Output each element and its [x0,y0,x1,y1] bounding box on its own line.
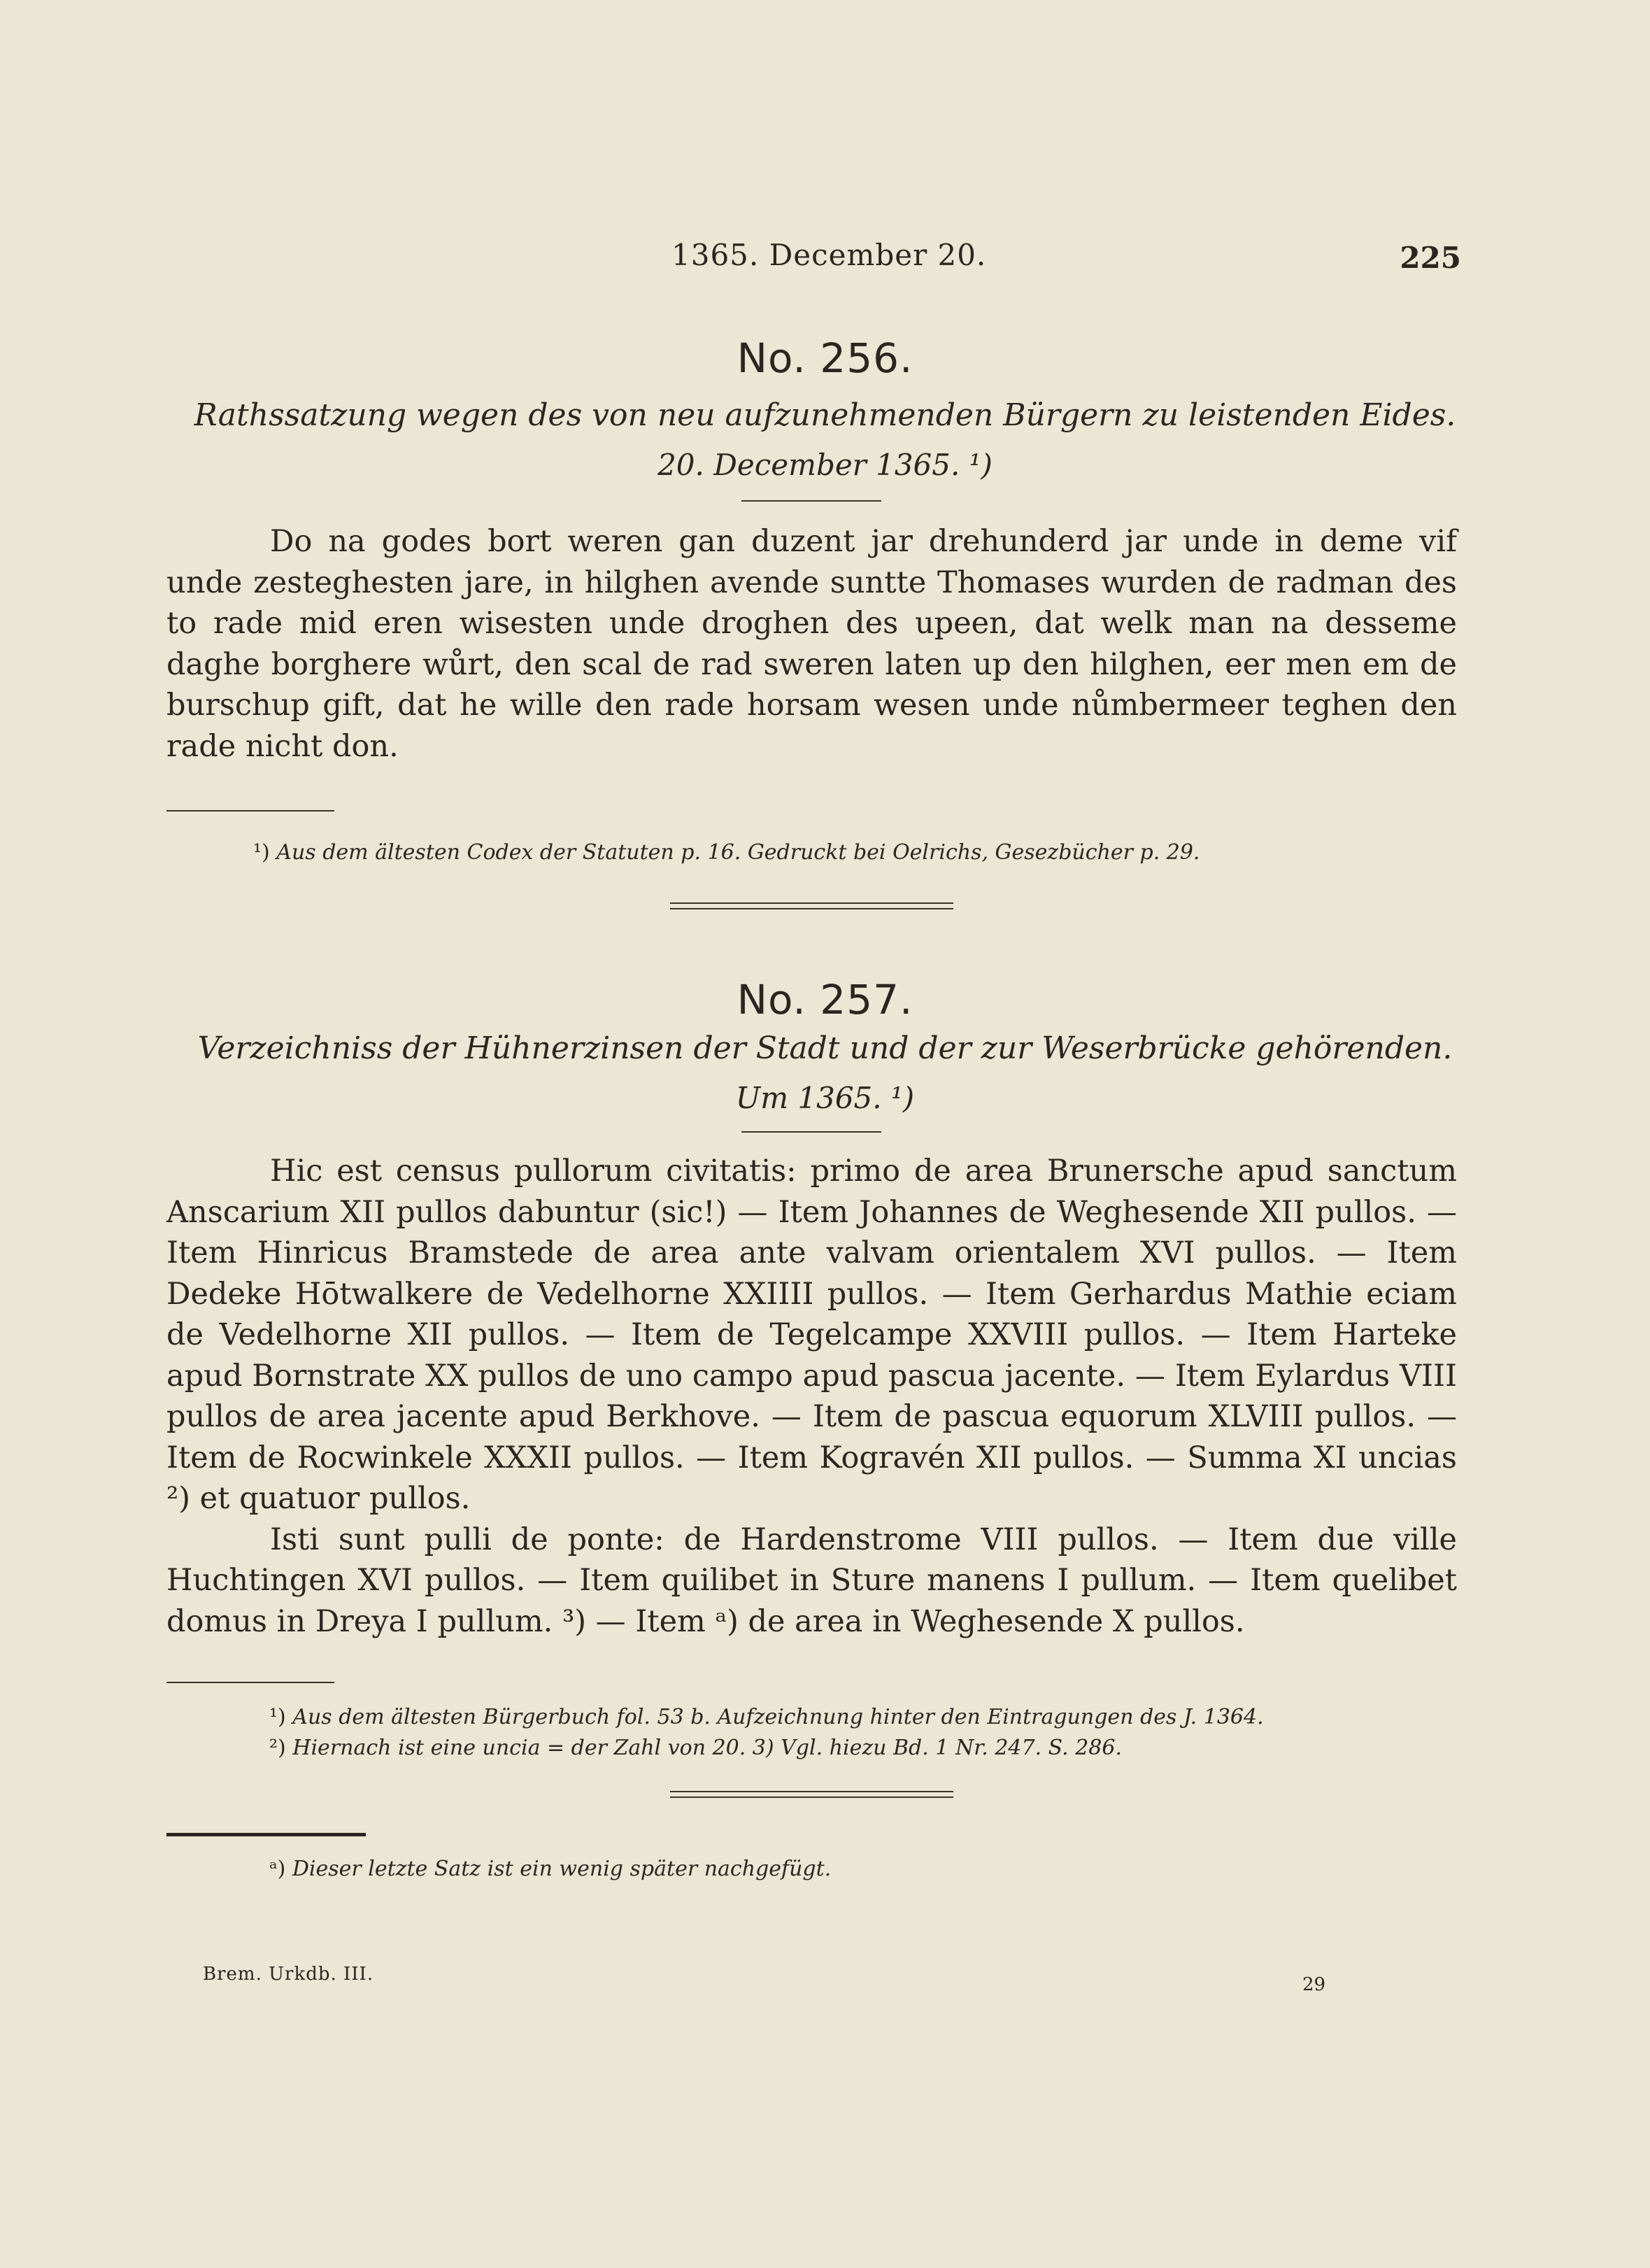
footnote-text: Aus dem ältesten Bürgerbuch fol. 53 b. Aufzeichnung hinter den Eintragungen des J. 1364. [292,1705,1264,1729]
section-divider [670,1791,953,1798]
footnote-mark: ¹) [253,840,270,865]
section-divider [670,902,953,909]
page-number: 225 [1400,241,1461,275]
footnote-1 [269,1702,1388,1733]
paragraph: Isti sunt pulli de ponte: de Hardenstrome VIII pullos. — Item due ville Huchtingen XVI pullos. — Item quilibet in Sture manens I pullum. — Item quelibet domus in Dreya I pullum. ³) — Item ᵃ) de area in Weghesende X pullos. [166,1522,1457,1639]
editorial-note-rule [166,1833,366,1836]
title-rule-257 [741,1131,881,1133]
footnote-2 [269,1733,1388,1764]
footnotes-256 [253,837,1372,868]
document-title-256: Rathssatzung wegen des von neu aufzunehmenden Bürgern zu leistenden Eides. [194,397,1456,433]
footnote-1 [253,837,1372,868]
document-date-257: Um 1365. ¹) [735,1081,915,1115]
footnotes-257 [269,1702,1388,1764]
footnote-rule-256 [166,810,334,811]
document-date-256: 20. December 1365. ¹) [657,448,993,482]
running-header [0,231,1650,287]
paragraph: Do na godes bort weren gan duzent jar drehunderd jar unde in deme vif unde zesteghesten jare, in hilghen avende suntte Thomases wurden de radman des to rade mid eren wisesten unde droghen des upeen, dat welk man na desseme daghe borghere wůrt, den scal de rad sweren laten up den hilghen, eer men em de burschup gift, dat he wille den rade horsam wesen unde nůmbermeer teghen den rade nicht don. [166,524,1457,764]
signature-mark: Brem. Urkdb. III. [203,1964,374,1985]
title-rule-256 [741,500,881,502]
footnote-mark: ²) [269,1736,286,1760]
footnote-mark: ¹) [269,1705,286,1729]
paragraph: Hic est census pullorum civitatis: primo de area Brunersche apud sanctum Anscarium XII pullos dabuntur (sic!) — Item Johannes de Weghesende XII pullos. — Item Hinricus Bramstede de area ante valvam orientalem XVI pullos. — Item Dedeke Hōtwalkere de Vedelhorne XXIIII pullos. — Item Gerhardus Mathie eciam de Vedelhorne XII pullos. — Item de Tegelcampe XXVIII pullos. — Item Harteke apud Bornstrate XX pullos de uno campo apud pascua jacente. — Item Eylardus VIII pullos de area jacente apud Berkhove. — Item de pascua equorum XLVIII pullos. — Item de Rocwinkele XXXII pullos. — Item Kogravén XII pullos. — Summa XI uncias ²) et quatuor pullos. [166,1154,1457,1516]
document-number-257: No. 257. [737,976,913,1023]
document-number-256: No. 256. [737,334,913,382]
document-text-257 [166,1151,1457,1642]
footnote-text: Aus dem ältesten Codex der Statuten p. 16. Gedruckt bei Oelrichs, Gesezbücher p. 29. [276,840,1200,865]
footnote-rule-257 [166,1682,334,1683]
running-title: 1365. December 20. [671,238,987,272]
signature-number: 29 [1302,1974,1326,1995]
editorial-footnotes [269,1854,1388,1885]
document-title-257: Verzeichniss der Hühnerzinsen der Stadt und der zur Weserbrücke gehörenden. [197,1030,1453,1066]
document-text-256 [166,521,1457,767]
footnote-a [269,1854,1388,1885]
footnote-text: Dieser letzte Satz ist ein wenig später nachgefügt. [292,1857,832,1881]
footnote-mark: ᵃ) [269,1857,286,1881]
footnote-text: Hiernach ist eine uncia = der Zahl von 20. 3) Vgl. hiezu Bd. 1 Nr. 247. S. 286. [292,1736,1122,1760]
